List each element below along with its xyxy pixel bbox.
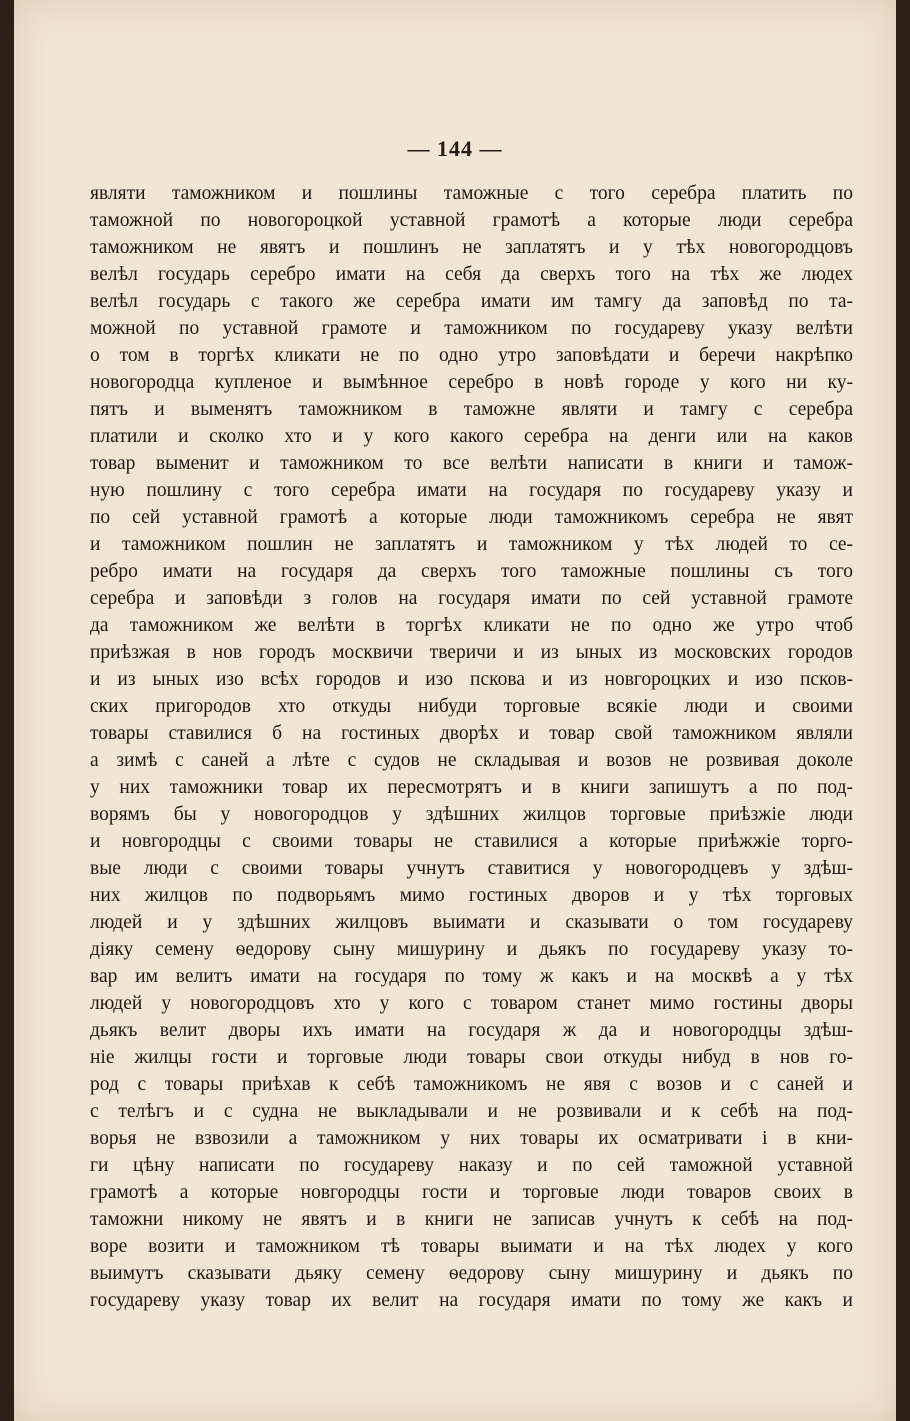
text-line: них жилцов по подворьямъ мимо гостиных дворов и у тѣх торговых <box>90 885 853 906</box>
text-line: новогородца купленое и вымѣнное серебро в новѣ городе у кого ни ку- <box>90 372 853 393</box>
text-line: таможной по новогороцкой уставной грамотѣ а которые люди серебра <box>90 210 853 231</box>
text-line: велѣл государь серебро имати на себя да сверхъ того на тѣх же людех <box>90 264 853 285</box>
text-line: діяку семену ѳедорову сыну мишурину и дьякъ по государеву указу то- <box>90 939 853 960</box>
text-line: род с товары приѣхав к себѣ таможникомъ не явя с возов и с саней и <box>90 1074 853 1095</box>
text-line: государеву указу товар их велит на государя имати по тому же какъ и <box>90 1290 853 1311</box>
text-line: выимутъ сказывати дьяку семену ѳедорову сыну мишурину и дьякъ по <box>90 1263 853 1284</box>
text-line: можной по уставной грамоте и таможником по государеву указу велѣти <box>90 318 853 339</box>
text-line: о том в торгѣх кликати не по одно утро заповѣдати и беречи накрѣпко <box>90 345 853 366</box>
text-line: велѣл государь с такого же серебра имати им тамгу да заповѣд по та- <box>90 291 853 312</box>
text-line: ворямъ бы у новогородцов у здѣшних жилцов торговые приѣзжіе люди <box>90 804 853 825</box>
text-line: дьякъ велит дворы ихъ имати на государя ж да и новогородцы здѣш- <box>90 1020 853 1041</box>
text-line: грамотѣ а которые новгородцы гости и торговые люди товаров своих в <box>90 1182 853 1203</box>
text-line: вые люди с своими товары учнутъ ставитися у новогородцевъ у здѣш- <box>90 858 853 879</box>
page-number: — 144 — <box>407 136 503 161</box>
text-line: и из ыных изо всѣх городов и изо пскова и из новгороцких и изо псков- <box>90 669 853 690</box>
text-line: ги цѣну написати по государеву наказу и по сей таможной уставной <box>90 1155 853 1176</box>
page-body-text <box>90 180 853 1314</box>
text-line: а зимѣ с саней а лѣте с судов не складывая и возов не розвивая доколе <box>90 750 853 771</box>
text-line: ніе жилцы гости и торговые люди товары свои откуды нибуд в нов го- <box>90 1047 853 1068</box>
text-line: приѣзжая в нов городъ москвичи тверичи и из ыных из московских городов <box>90 642 853 663</box>
text-line: у них таможники товар их пересмотрятъ и в книги запишутъ а по под- <box>90 777 853 798</box>
text-line: таможником не явятъ и пошлинъ не заплатятъ и у тѣх новогородцовъ <box>90 237 853 258</box>
text-line: и новгородцы с своими товары не ставилися а которые приѣжжіе торго- <box>90 831 853 852</box>
text-line: людей у новогородцовъ хто у кого с товаром станет мимо гостины дворы <box>90 993 853 1014</box>
text-line: являти таможником и пошлины таможные с того серебра платить по <box>90 183 853 204</box>
text-line: ную пошлину с того серебра имати на государя по государеву указу и <box>90 480 853 501</box>
text-line: серебра и заповѣди з голов на государя имати по сей уставной грамоте <box>90 588 853 609</box>
text-line: да таможником же велѣти в торгѣх кликати не по одно же утро чтоб <box>90 615 853 636</box>
text-line: товары ставилися б на гостиных дворѣх и товар свой таможником являли <box>90 723 853 744</box>
text-line: пятъ и выменятъ таможником в таможне являти и тамгу с серебра <box>90 399 853 420</box>
text-line: товар выменит и таможником то все велѣти написати в книги и тамож- <box>90 453 853 474</box>
text-line: людей и у здѣшних жилцовъ выимати и сказывати о том государеву <box>90 912 853 933</box>
text-line: воре возити и таможником тѣ товары выимати и на тѣх людех у кого <box>90 1236 853 1257</box>
text-line: ских пригородов хто откуды нибуди торговые всякіе люди и своими <box>90 696 853 717</box>
text-line: вар им велитъ имати на государя по тому ж какъ и на москвѣ а у тѣх <box>90 966 853 987</box>
text-line: ворья не взвозили а таможником у них товары их осматривати і в кни- <box>90 1128 853 1149</box>
text-line: платили и сколко хто и у кого какого серебра на денги или на каков <box>90 426 853 447</box>
text-line: с телѣгъ и с судна не выкладывали и не розвивали и к себѣ на под- <box>90 1101 853 1122</box>
text-line: таможни никому не явятъ и в книги не записав учнутъ к себѣ на под- <box>90 1209 853 1230</box>
text-line: по сей уставной грамотѣ а которые люди таможникомъ серебра не явят <box>90 507 853 528</box>
text-line: ребро имати на государя да сверхъ того таможные пошлины съ того <box>90 561 853 582</box>
text-line: и таможником пошлин не заплатятъ и таможником у тѣх людей то се- <box>90 534 853 555</box>
